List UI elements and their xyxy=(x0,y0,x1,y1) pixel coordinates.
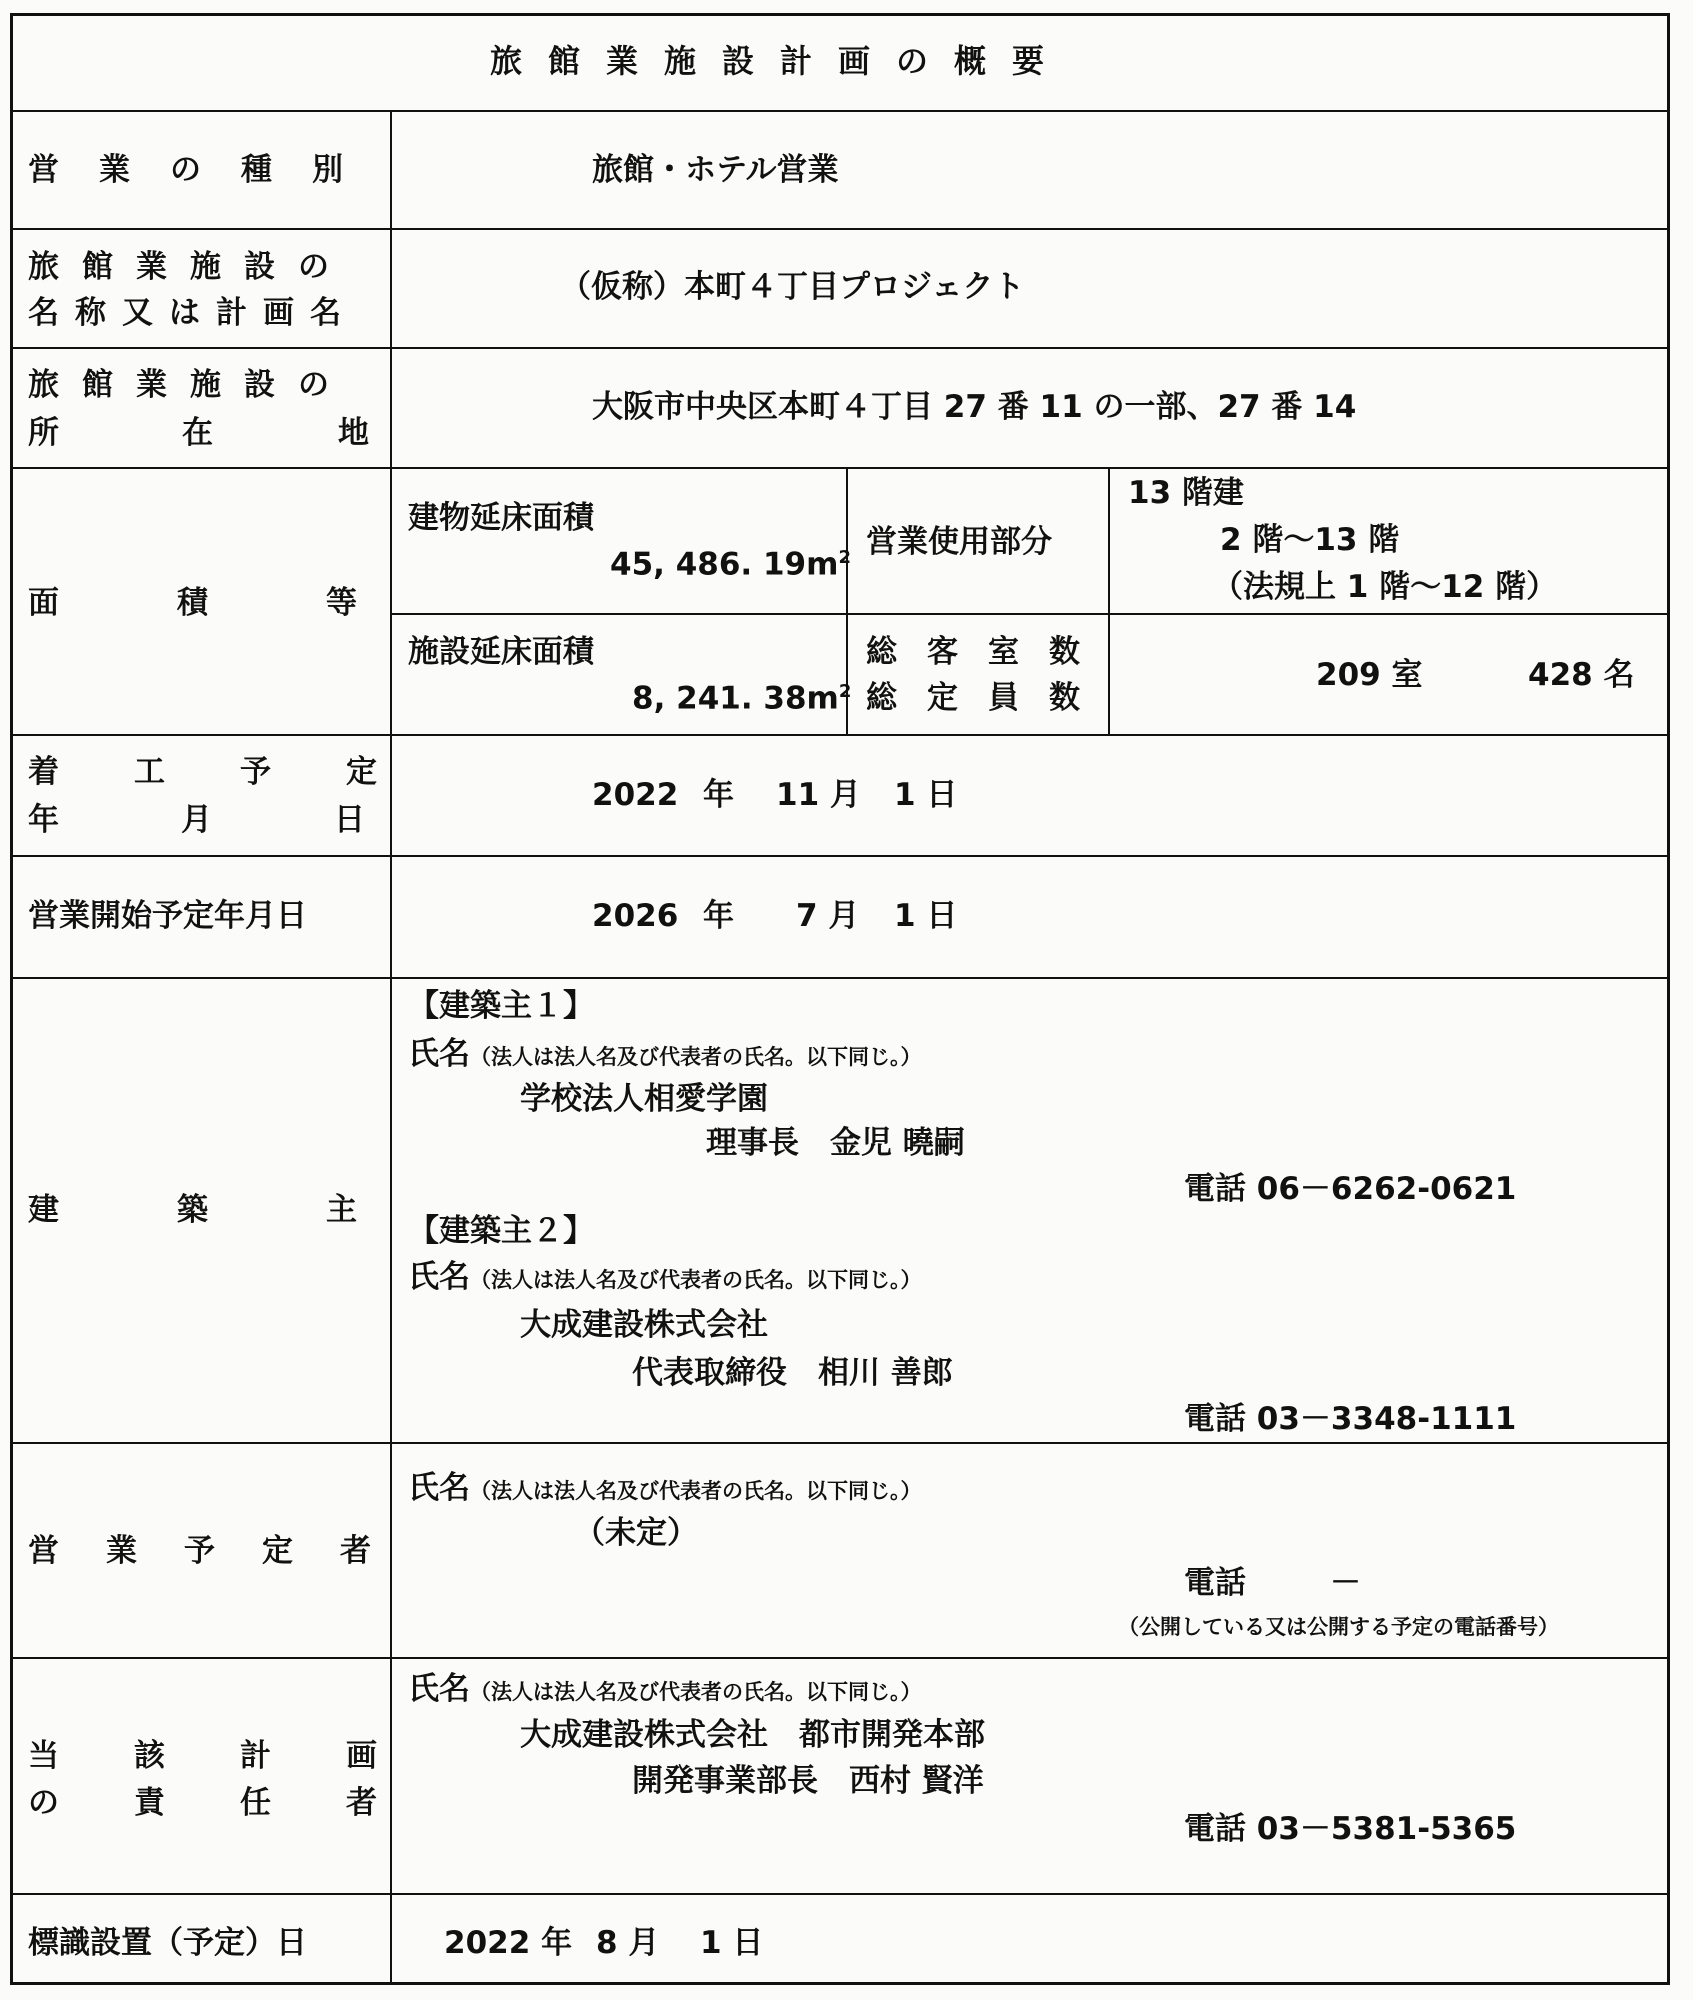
responsible-org: 大成建設株式会社 都市開発本部 xyxy=(520,1717,985,1753)
row-divider xyxy=(10,977,1670,979)
owner1-org: 学校法人相愛学園 xyxy=(520,1081,768,1117)
owner1-phone: 電話 06－6262-0621 xyxy=(1184,1171,1517,1207)
floors-line1: 13 階建 xyxy=(1128,475,1244,511)
label-sign-date: 標識設置（予定）日 xyxy=(28,1925,307,1961)
building-floor-area-label: 建物延床面積 xyxy=(408,500,594,536)
page-title: 旅館業施設計画の概要 xyxy=(490,42,1071,80)
capacity-label: 総定員数 xyxy=(866,680,1110,716)
facility-floor-area-label: 施設延床面積 xyxy=(408,634,594,670)
label-location-2b: 在 xyxy=(182,415,213,451)
row-divider xyxy=(10,228,1670,230)
sign-day: 1 日 xyxy=(700,1925,764,1961)
label-location-2c: 地 xyxy=(338,415,369,451)
operator-phone-value: － xyxy=(1330,1565,1361,1601)
row-divider xyxy=(390,613,1670,615)
label-facility-name-1: 旅館業施設の xyxy=(28,249,352,285)
start-year: 2022 xyxy=(592,777,679,813)
owner1-rep: 理事長 金児 曉嗣 xyxy=(706,1125,965,1161)
owner1-heading: 【建築主１】 xyxy=(408,988,594,1024)
label-start-date-1: 着工予定 xyxy=(28,754,452,790)
sign-month: 8 月 xyxy=(596,1925,660,1961)
start-day: 1 日 xyxy=(894,777,958,813)
owner2-heading: 【建築主２】 xyxy=(408,1213,594,1249)
open-day: 1 日 xyxy=(894,898,958,934)
operator-value: （未定） xyxy=(574,1515,698,1551)
label-facility-name-2: 名称又は計画名 xyxy=(28,295,357,331)
label-area: 面積等 xyxy=(28,585,475,621)
responsible-name-label: 氏名（法人は法人名及び代表者の氏名。以下同じ。） xyxy=(408,1671,922,1707)
open-month: 7 月 xyxy=(796,898,860,934)
owner2-phone: 電話 03－3348-1111 xyxy=(1184,1401,1517,1437)
label-location-2a: 所 xyxy=(28,415,59,451)
row-divider xyxy=(10,1657,1670,1659)
rooms-value: 209 室 xyxy=(1316,657,1423,693)
owner2-rep: 代表取締役 相川 善郎 xyxy=(632,1355,953,1391)
rooms-label: 総客室数 xyxy=(866,634,1110,670)
label-business-type: 営業の種別 xyxy=(28,152,383,188)
row-divider xyxy=(10,467,1670,469)
owner2-name-label: 氏名（法人は法人名及び代表者の氏名。以下同じ。） xyxy=(408,1259,922,1295)
capacity-value: 428 名 xyxy=(1528,657,1635,693)
row-divider xyxy=(10,1442,1670,1444)
label-start-date-2: 年月日 xyxy=(28,802,487,838)
owner2-org: 大成建設株式会社 xyxy=(520,1307,768,1343)
open-year-unit: 年 xyxy=(703,898,734,934)
open-year: 2026 xyxy=(592,898,679,934)
owner1-name-label: 氏名（法人は法人名及び代表者の氏名。以下同じ。） xyxy=(408,1036,922,1072)
operator-phone-note: （公開している又は公開する予定の電話番号） xyxy=(1118,1615,1559,1639)
operator-phone-label: 電話 xyxy=(1184,1565,1246,1601)
responsible-phone: 電話 03－5381-5365 xyxy=(1184,1811,1517,1847)
label-operator: 営業予定者 xyxy=(28,1533,418,1569)
floors-line3: （法規上 1 階～12 階） xyxy=(1212,569,1558,605)
sign-year: 2022 年 xyxy=(444,1925,573,1961)
row-divider xyxy=(10,734,1670,736)
business-type-value: 旅館・ホテル営業 xyxy=(592,152,839,188)
location-value: 大阪市中央区本町４丁目 27 番 11 の一部、27 番 14 xyxy=(592,389,1357,425)
business-use-label: 営業使用部分 xyxy=(866,524,1052,560)
start-year-unit: 年 xyxy=(703,777,734,813)
row-divider xyxy=(10,347,1670,349)
facility-floor-area-value: 8, 241. $38m^2$ xyxy=(632,680,852,717)
facility-name-value: （仮称）本町４丁目プロジェクト xyxy=(560,269,1025,305)
column-divider xyxy=(390,110,392,1985)
operator-name-label: 氏名（法人は法人名及び代表者の氏名。以下同じ。） xyxy=(408,1470,922,1506)
row-divider xyxy=(10,110,1670,112)
label-open-date: 営業開始予定年月日 xyxy=(28,898,307,934)
label-location-1: 旅館業施設の xyxy=(28,367,352,403)
building-floor-area-value: 45, 486. $19m^2$ xyxy=(610,546,851,583)
label-owner: 建築主 xyxy=(28,1192,475,1228)
floors-line2: 2 階～13 階 xyxy=(1220,522,1400,558)
responsible-rep: 開発事業部長 西村 賢洋 xyxy=(632,1763,984,1799)
label-responsible-2: の責任者 xyxy=(28,1785,452,1821)
row-divider xyxy=(10,1893,1670,1895)
start-month: 11 月 xyxy=(776,777,861,813)
row-divider xyxy=(10,855,1670,857)
label-responsible-1: 当該計画 xyxy=(28,1738,452,1774)
